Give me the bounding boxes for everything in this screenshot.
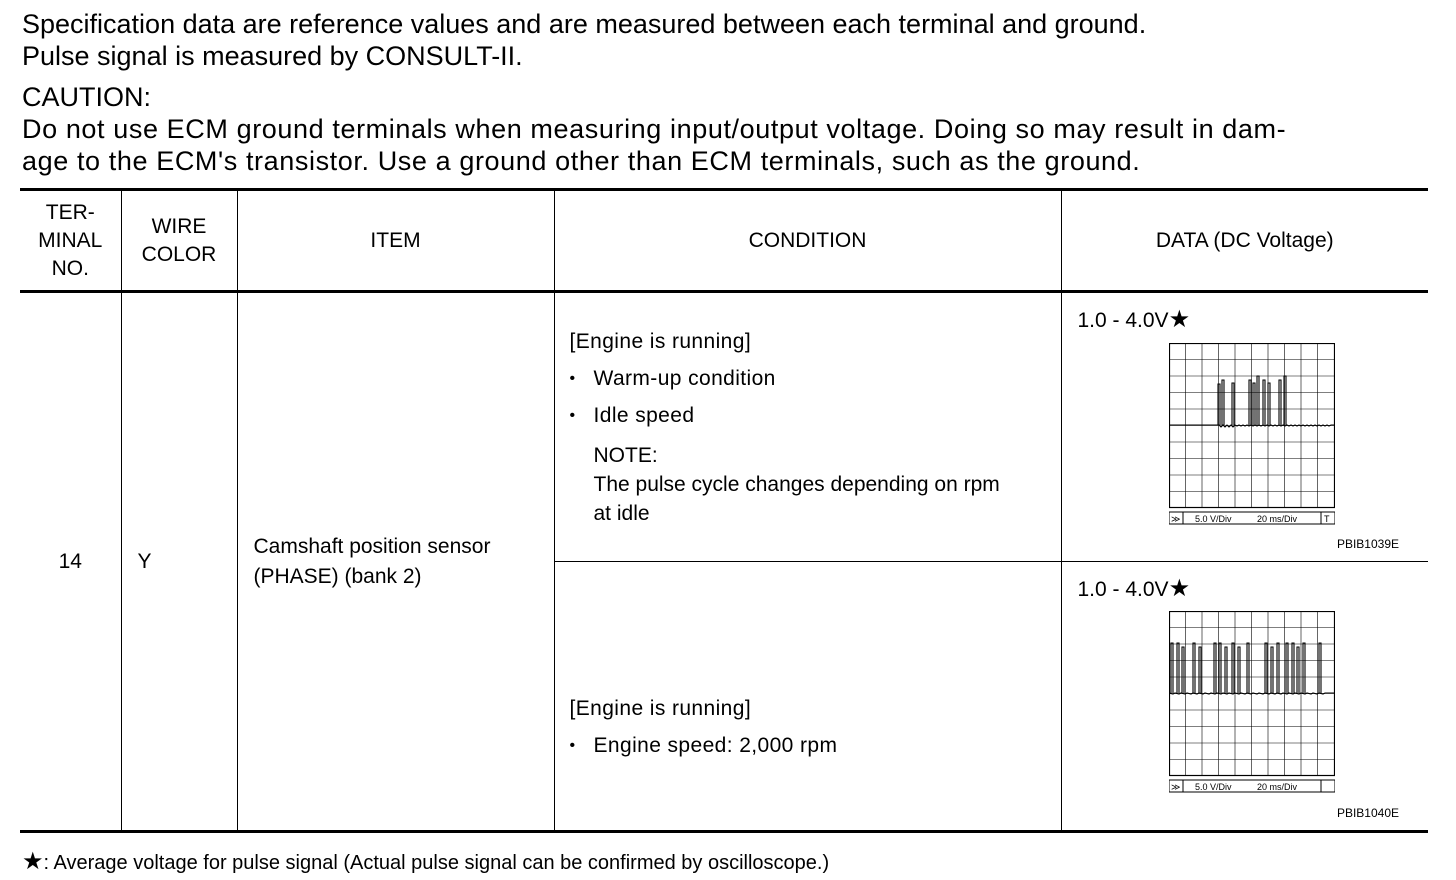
header-terminal-line-1: TER- [45, 200, 95, 224]
note-heading: NOTE: [593, 443, 658, 467]
oscilloscope-waveform-idle [1169, 343, 1335, 525]
bullet-icon: • [569, 406, 576, 424]
terminal-number: 14 [20, 292, 121, 832]
figure-id: PBIB1040E [1336, 806, 1399, 820]
scope-right-marker: T [1323, 514, 1329, 524]
terminal-spec-table [20, 188, 1428, 833]
scope-time-div: 20 ms/Div [1256, 514, 1297, 524]
condition-2000rpm [554, 562, 1061, 832]
condition-list [570, 731, 1061, 761]
scope-footer-line [1169, 780, 1335, 792]
scope-left-marker: ≫ [1170, 515, 1180, 525]
intro-text [22, 8, 1432, 177]
wire-color: Y [121, 292, 237, 832]
star-icon: ★ [1168, 306, 1191, 333]
condition-heading: [Engine is running] [569, 329, 752, 353]
item-line-2: (PHASE) (bank 2) [253, 564, 422, 588]
condition-item-text: Idle speed [593, 403, 695, 427]
header-condition: CONDITION [554, 190, 1061, 292]
scope-left-marker: ≫ [1170, 783, 1180, 793]
footnote-text: : Average voltage for pulse signal (Actual pulse signal can be confirmed by oscilloscope.) [43, 852, 830, 874]
bullet-icon: • [569, 736, 576, 754]
header-wire-line-2: COLOR [141, 242, 217, 266]
condition-idle [554, 292, 1061, 562]
caution-line-1: Do not use ECM ground terminals when measuring input/output voltage. Doing so may result in dam- [22, 114, 1287, 144]
header-terminal-line-3: NO. [51, 256, 89, 280]
condition-item-text: Warm-up condition [593, 366, 776, 390]
list-item [570, 731, 1061, 761]
condition-item-text: Engine speed: 2,000 rpm [593, 733, 838, 757]
waveform-trace [1169, 425, 1335, 427]
note-line-2: at idle [593, 501, 650, 525]
condition-note [570, 441, 1061, 528]
voltage-text: 1.0 - 4.0V [1077, 578, 1169, 601]
figure-id: PBIB1039E [1336, 537, 1399, 551]
bullet-icon: • [569, 369, 576, 387]
header-wire-color [121, 190, 237, 292]
scope-time-div: 20 ms/Div [1256, 782, 1297, 792]
waveform-trace [1169, 693, 1335, 694]
note-line-1: The pulse cycle changes depending on rpm [593, 472, 1000, 496]
table-header-row [20, 190, 1428, 292]
data-idle [1061, 292, 1428, 562]
data-2000rpm [1061, 562, 1428, 832]
star-icon: ★ [22, 848, 44, 875]
voltage-value [1078, 305, 1191, 334]
oscilloscope-waveform-2000rpm [1169, 611, 1335, 793]
voltage-value [1078, 574, 1191, 603]
star-icon: ★ [1168, 575, 1191, 602]
condition-list [570, 364, 1061, 431]
condition-heading: [Engine is running] [569, 696, 752, 720]
list-item [570, 401, 1061, 431]
item-description [237, 292, 554, 832]
table-row [20, 292, 1428, 562]
scope-footer-line [1169, 512, 1335, 524]
header-terminal-line-2: MINAL [38, 228, 103, 252]
voltage-text: 1.0 - 4.0V [1077, 309, 1169, 332]
caution-heading: CAUTION: [22, 82, 152, 112]
header-terminal-no [20, 190, 121, 292]
footnote [22, 847, 829, 876]
header-data: DATA (DC Voltage) [1061, 190, 1428, 292]
caution-line-2: age to the ECM's transistor. Use a ground other than ECM terminals, such as the ground. [22, 146, 1141, 176]
pulse-note: Pulse signal is measured by CONSULT-II. [22, 41, 523, 71]
item-line-1: Camshaft position sensor [253, 534, 491, 558]
scope-volt-div: 5.0 V/Div [1194, 514, 1232, 524]
header-wire-line-1: WIRE [151, 214, 207, 238]
waveform-pulses [1218, 376, 1286, 425]
waveform-pulses [1171, 643, 1321, 693]
scope-volt-div: 5.0 V/Div [1194, 782, 1232, 792]
header-item: ITEM [237, 190, 554, 292]
list-item [570, 364, 1061, 394]
spec-note: Specification data are reference values and are measured between each terminal and ground. [22, 9, 1147, 39]
